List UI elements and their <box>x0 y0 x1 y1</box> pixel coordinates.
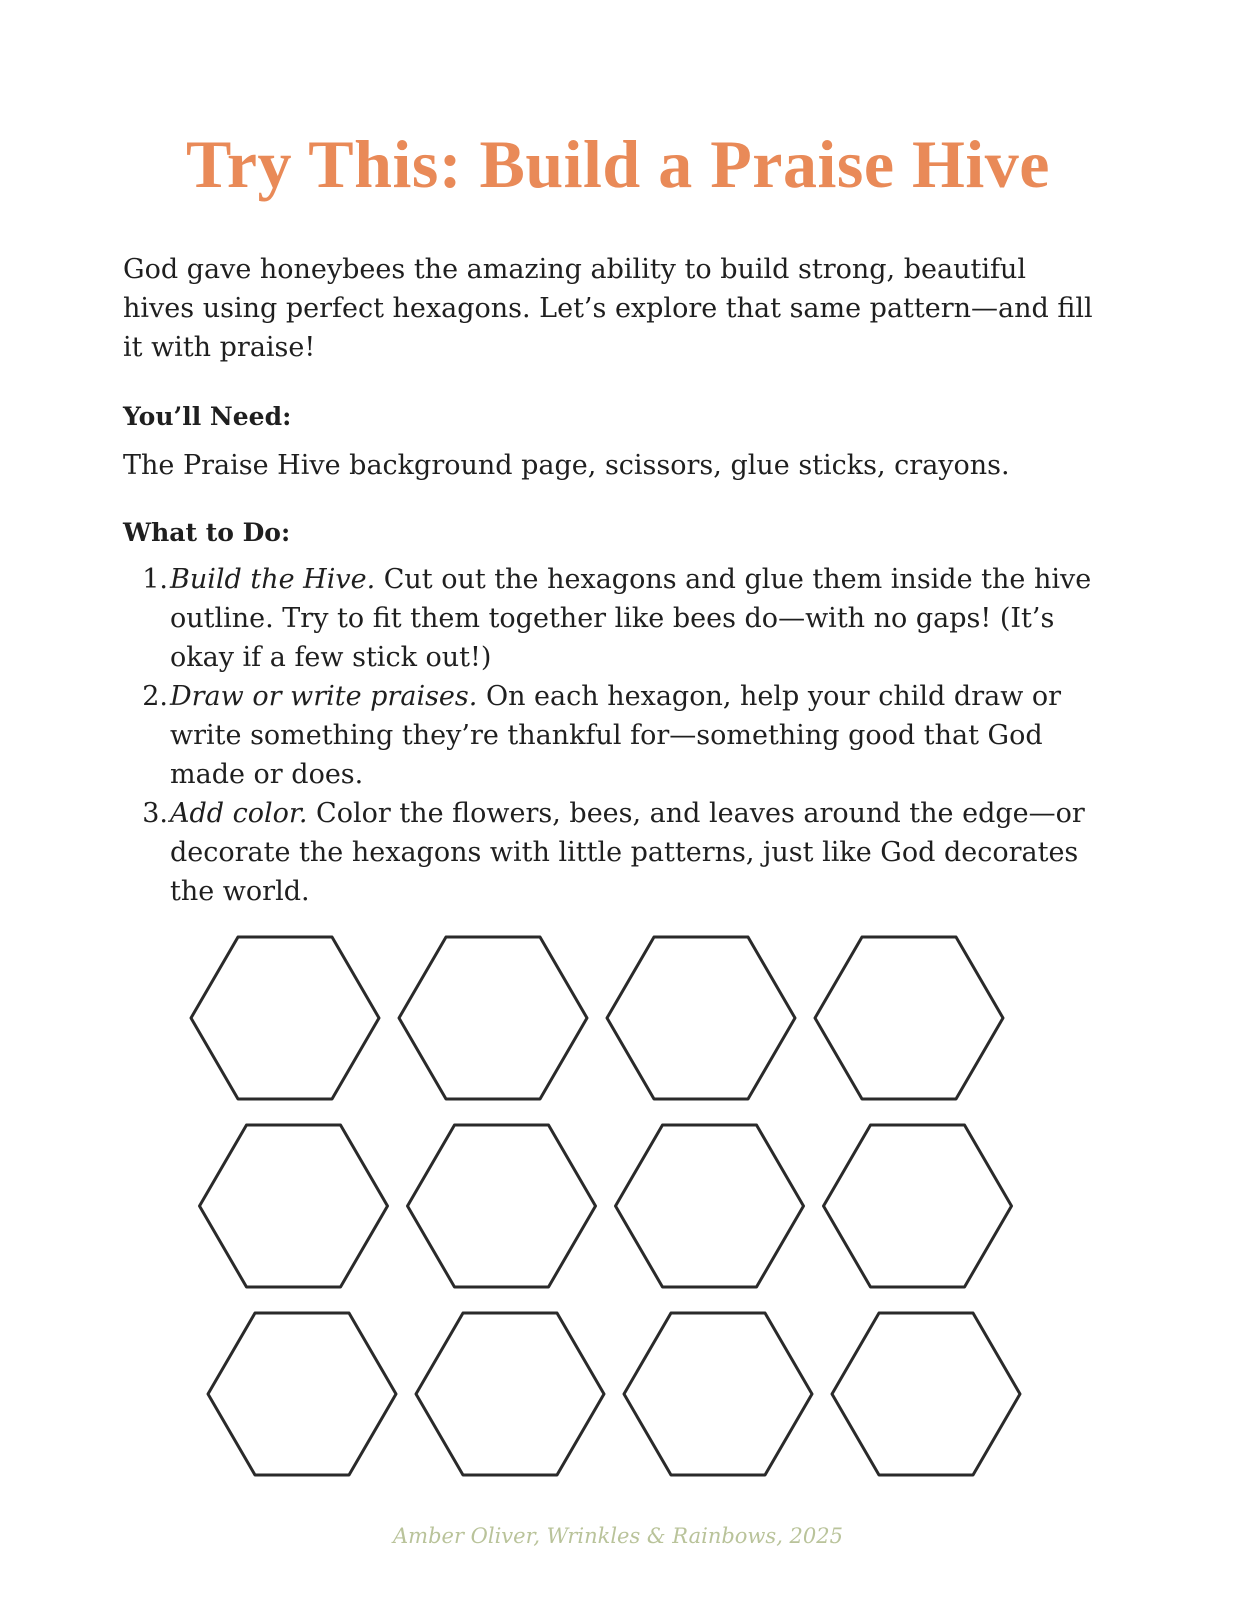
credit-footer: Amber Oliver, Wrinkles & Rainbows, 2025 <box>393 1524 843 1548</box>
step-text: On each hexagon, help your child draw or write something they’re thankful for—something good that God made or does. <box>170 681 1062 790</box>
step-text: Color the flowers, bees, and leaves around the edge—or decorate the hexagons with little patterns, just like God decorates the world. <box>170 798 1085 907</box>
hexagon-cutout <box>607 937 795 1099</box>
step-text: Cut out the hexagons and glue them inside the hive outline. Try to fit them together like bees do—with no gaps! (It’s okay if a few stick out!) <box>170 564 1092 673</box>
step-number: 1. <box>142 564 168 595</box>
steps-heading: What to Do: <box>123 518 291 547</box>
hexagon-cutout <box>416 1313 604 1475</box>
hexagon-cutout <box>408 1125 596 1287</box>
intro-paragraph: God gave honeybees the amazing ability to build strong, beautiful hives using perfect hexagons. Let’s explore that same pattern—and fill it with praise! <box>123 254 1093 363</box>
hexagon-cutout <box>399 937 587 1099</box>
hexagon-cutout <box>815 937 1003 1099</box>
page-title: Try This: Build a Praise Hive <box>186 126 1050 202</box>
step-lead: Draw or write praises. <box>170 681 478 712</box>
hexagon-cutout <box>208 1313 396 1475</box>
hexagon-cutout <box>200 1125 388 1287</box>
step-number: 2. <box>142 681 168 712</box>
hexagon-cutout <box>616 1125 804 1287</box>
step-lead: Build the Hive. <box>170 564 376 595</box>
hexagon-cutout <box>832 1313 1020 1475</box>
hexagon-cutout <box>624 1313 812 1475</box>
needs-text: The Praise Hive background page, scissors, glue sticks, crayons. <box>123 450 1010 481</box>
hexagon-cutout <box>824 1125 1012 1287</box>
needs-heading: You’ll Need: <box>123 402 292 431</box>
step-lead: Add color. <box>170 798 308 829</box>
hexagon-cutout <box>191 937 379 1099</box>
step-number: 3. <box>142 798 168 829</box>
